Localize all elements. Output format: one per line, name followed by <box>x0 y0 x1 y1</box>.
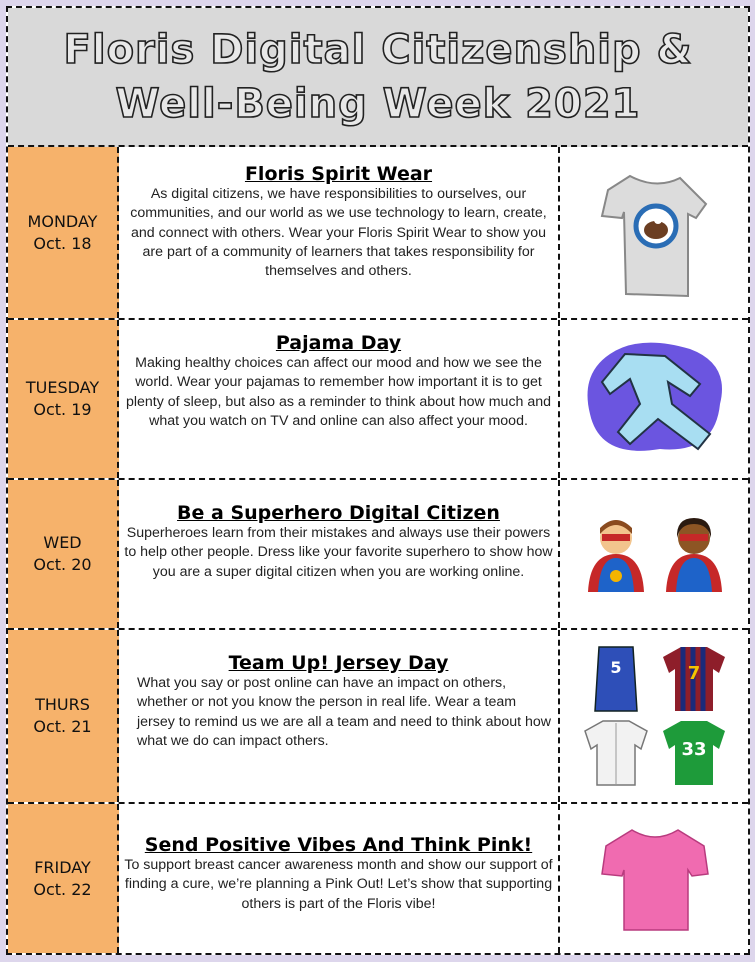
day-content <box>119 320 560 478</box>
day-date: Oct. 19 <box>33 400 92 419</box>
pajamas-image <box>562 320 748 478</box>
day-description: As digital citizens, we have responsibilities to ourselves, our communities, and our world as we use technology to learn, create, and connect with others. Wear your Floris Spirit Wear to show you are part of a community of learners that takes responsibility for themselves and others. <box>130 186 547 280</box>
superheroes-image <box>562 480 748 628</box>
day-date: Oct. 20 <box>33 555 92 574</box>
day-content <box>119 804 560 953</box>
day-label <box>8 320 119 478</box>
day-description: What you say or post online can have an impact on others, whether or not you know the person in real life. Wear a team jersey to remind us we are all a team and need to think about how what we do can impact others. <box>137 675 552 749</box>
day-name: FRIDAY <box>34 857 91 877</box>
day-content <box>119 147 560 318</box>
jersey-number: 5 <box>610 658 622 677</box>
flyer-header <box>8 8 748 147</box>
title-line-2: Well-Being Week 2021 <box>115 80 641 127</box>
page-title <box>64 23 693 131</box>
jersey-icon <box>659 719 729 787</box>
day-title: Be a Superhero Digital Citizen <box>177 502 500 524</box>
day-title: Floris Spirit Wear <box>244 163 433 185</box>
title-line-1: Floris Digital Citizenship & <box>63 26 693 73</box>
day-row-friday <box>8 804 748 953</box>
day-name: TUESDAY <box>25 378 100 397</box>
flyer <box>6 6 750 955</box>
day-description: To support breast cancer awareness month and show our support of finding a cure, we’re planning a Pink Out! Let’s show that supporting others is part of the Floris vibe! <box>124 857 553 912</box>
day-title: Send Positive Vibes And Think Pink! <box>144 834 533 856</box>
jersey-icon <box>581 719 651 787</box>
day-label <box>8 630 119 802</box>
day-name: WED <box>43 533 82 552</box>
pink-shirt-image <box>562 804 748 953</box>
jersey-icon <box>659 645 729 713</box>
day-description: Making healthy choices can affect our mood and how we see the world. Wear your pajamas to remember how important it is to get plenty of sleep, but also as a reminder to think about how much and what you watch on TV and online can also affect your mood. <box>125 355 552 429</box>
day-date: Oct. 22 <box>33 879 92 899</box>
day-row-monday <box>8 147 748 320</box>
day-label <box>8 804 119 953</box>
jersey-number: 7 <box>687 663 701 684</box>
jersey-number: 33 <box>681 739 707 760</box>
jersey-icon <box>581 645 651 713</box>
day-name: MONDAY <box>27 211 98 231</box>
day-row-wednesday <box>8 480 748 630</box>
day-title: Pajama Day <box>275 332 402 354</box>
day-date: Oct. 18 <box>33 233 92 253</box>
day-label <box>8 480 119 628</box>
day-row-tuesday <box>8 320 748 480</box>
jerseys-image <box>562 630 748 802</box>
day-row-thursday <box>8 630 748 804</box>
spirit-shirt-image <box>562 147 748 318</box>
day-label <box>8 147 119 318</box>
day-content <box>119 480 560 628</box>
day-content <box>119 630 560 802</box>
day-date: Oct. 21 <box>33 717 92 736</box>
day-title: Team Up! Jersey Day <box>228 652 449 674</box>
day-description: Superheroes learn from their mistakes and always use their powers to help other people. Dress like your favorite superhero to show how you are a super digital citizen when you are working online. <box>124 525 553 580</box>
day-name: THURS <box>35 695 90 714</box>
